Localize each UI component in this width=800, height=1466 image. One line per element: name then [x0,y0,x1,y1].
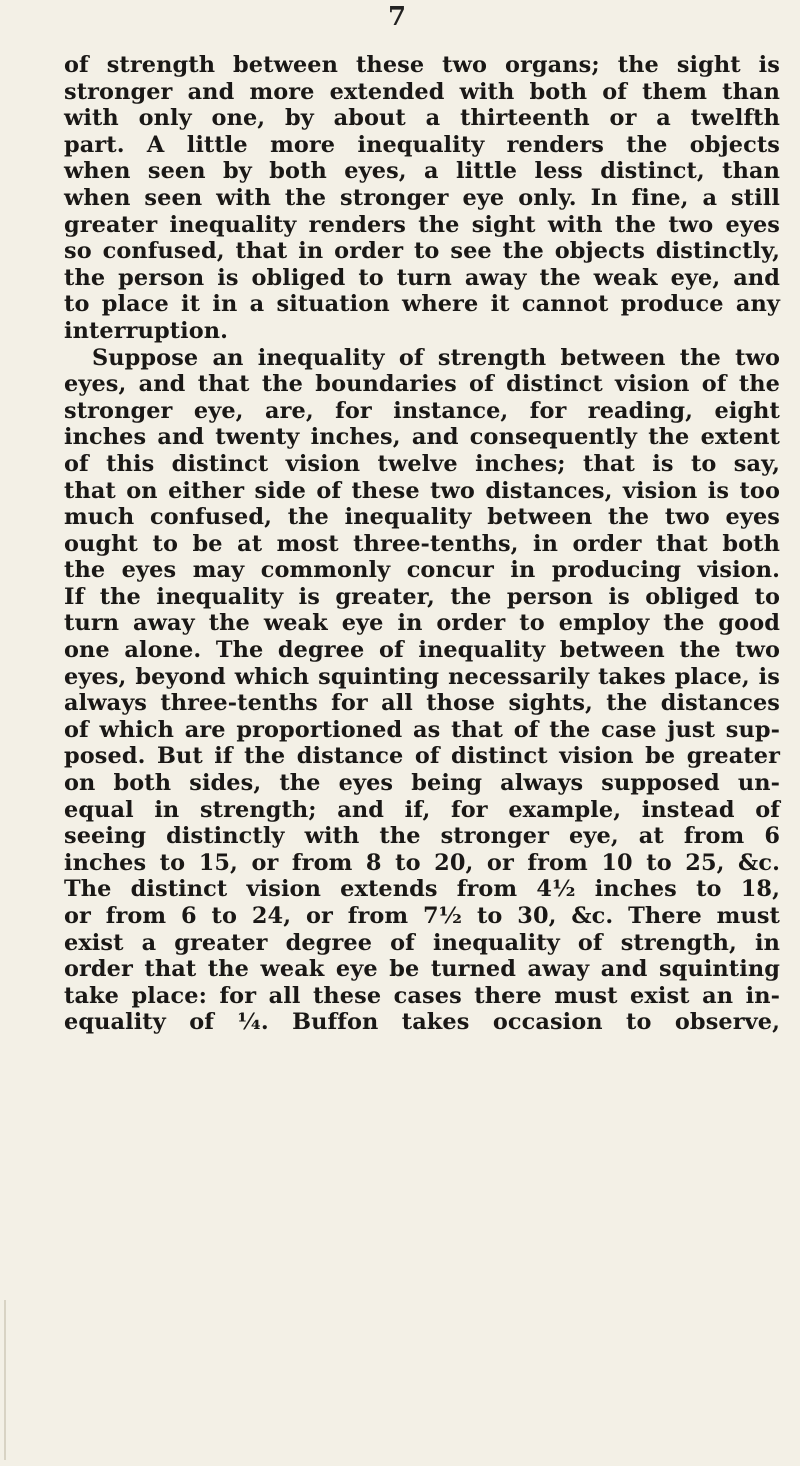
page-number: 7 [388,2,407,32]
text-line: The distinct vision extends from 4½ inches to 18, [64,876,780,903]
text-line: order that the weak eye be turned away and squinting [64,956,780,983]
text-line: of strength between these two organs; the sight is [64,52,780,78]
text-line: stronger and more extended with both of them than [64,78,780,105]
text-line: to place it in a situation where it cannot produce any [64,291,780,318]
text-line: greater inequality renders the sight with the two eyes [64,211,780,238]
text-line: turn away the weak eye in order to employ the good [64,610,780,637]
text-line: that on either side of these two distances, vision is too [64,477,780,504]
text-line: If the inequality is greater, the person is obliged to [64,583,780,610]
text-line: the person is obliged to turn away the weak eye, and [64,264,780,291]
text-line: interruption. [64,317,229,344]
text-line: stronger eye, are, for instance, for reading, eight [64,397,780,424]
text-line: or from 6 to 24, or from 7½ to 30, &c. There must [64,903,780,929]
text-line: ought to be at most three-tenths, in order that both [64,530,780,557]
paragraph-start-line: Suppose an inequality of strength between the two [92,344,780,371]
text-line: much confused, the inequality between the two eyes [64,504,780,531]
text-line: take place: for all these cases there must exist an in- [64,982,780,1009]
text-line: seeing distinctly with the stronger eye, at from 6 [64,823,780,850]
text-line: part. A little more inequality renders the objects [64,131,780,158]
text-line: posed. But if the distance of distinct vision be greater [64,743,780,770]
text-line: always three-tenths for all those sights, the distances [64,690,780,717]
text-line: with only one, by about a thirteenth or a twelfth [64,105,780,132]
text-line: of which are proportioned as that of the case just sup- [64,716,780,743]
text-line: the eyes may commonly concur in producing vision. [64,557,780,584]
text-line: eyes, and that the boundaries of distinct vision of the [64,371,780,398]
text-line: when seen with the stronger eye only. In fine, a still [64,184,780,211]
body-text [64,52,780,1036]
text-line: when seen by both eyes, a little less distinct, than [64,158,780,185]
page-edge-shadow [4,1300,6,1460]
text-line: equality of ¼. Buffon takes occasion to observe, [64,1009,780,1036]
text-line: of this distinct vision twelve inches; that is to say, [64,450,780,477]
text-line: eyes, beyond which squinting necessarily takes place, is [64,663,780,690]
text-line: equal in strength; and if, for example, instead of [64,796,780,823]
text-line: exist a greater degree of inequality of strength, in [64,929,780,956]
text-line: on both sides, the eyes being always supposed un- [64,770,780,797]
text-line: inches and twenty inches, and consequently the extent [64,424,780,451]
text-line: one alone. The degree of inequality between the two [64,637,780,664]
text-line: so confused, that in order to see the objects distinctly, [64,238,780,265]
text-line: inches to 15, or from 8 to 20, or from 10 to 25, &c. [64,849,780,876]
